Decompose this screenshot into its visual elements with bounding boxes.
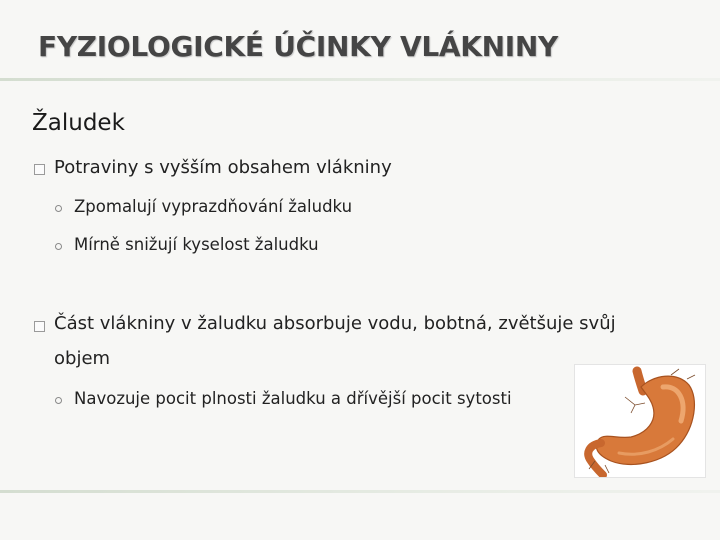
section-heading: Žaludek xyxy=(32,110,125,136)
bullet-square-icon xyxy=(34,164,45,175)
sub-bullet-circle-icon xyxy=(55,243,62,250)
stomach-image xyxy=(574,364,706,478)
sub-bullet-circle-icon xyxy=(55,397,62,404)
sub-bullet-circle-icon xyxy=(55,205,62,212)
sub-bullet-text: Zpomalují vyprazdňování žaludku xyxy=(74,197,353,216)
stomach-illustration-icon xyxy=(575,365,705,477)
bullet-text-line1: Část vlákniny v žaludku absorbuje vodu, bobtná, zvětšuje svůj xyxy=(54,313,616,334)
bullet-text: Potraviny s vyšším obsahem vlákniny xyxy=(54,157,392,178)
title-divider xyxy=(0,78,720,81)
sub-bullet-text: Navozuje pocit plnosti žaludku a dřívější pocit sytosti xyxy=(74,389,512,408)
footer-divider xyxy=(0,490,720,493)
bullet-square-icon xyxy=(34,321,45,332)
slide-title: FYZIOLOGICKÉ ÚČINKY VLÁKNINY xyxy=(38,30,558,63)
bullet-text-line2: objem xyxy=(54,348,111,369)
sub-bullet-text: Mírně snižují kyselost žaludku xyxy=(74,235,319,254)
